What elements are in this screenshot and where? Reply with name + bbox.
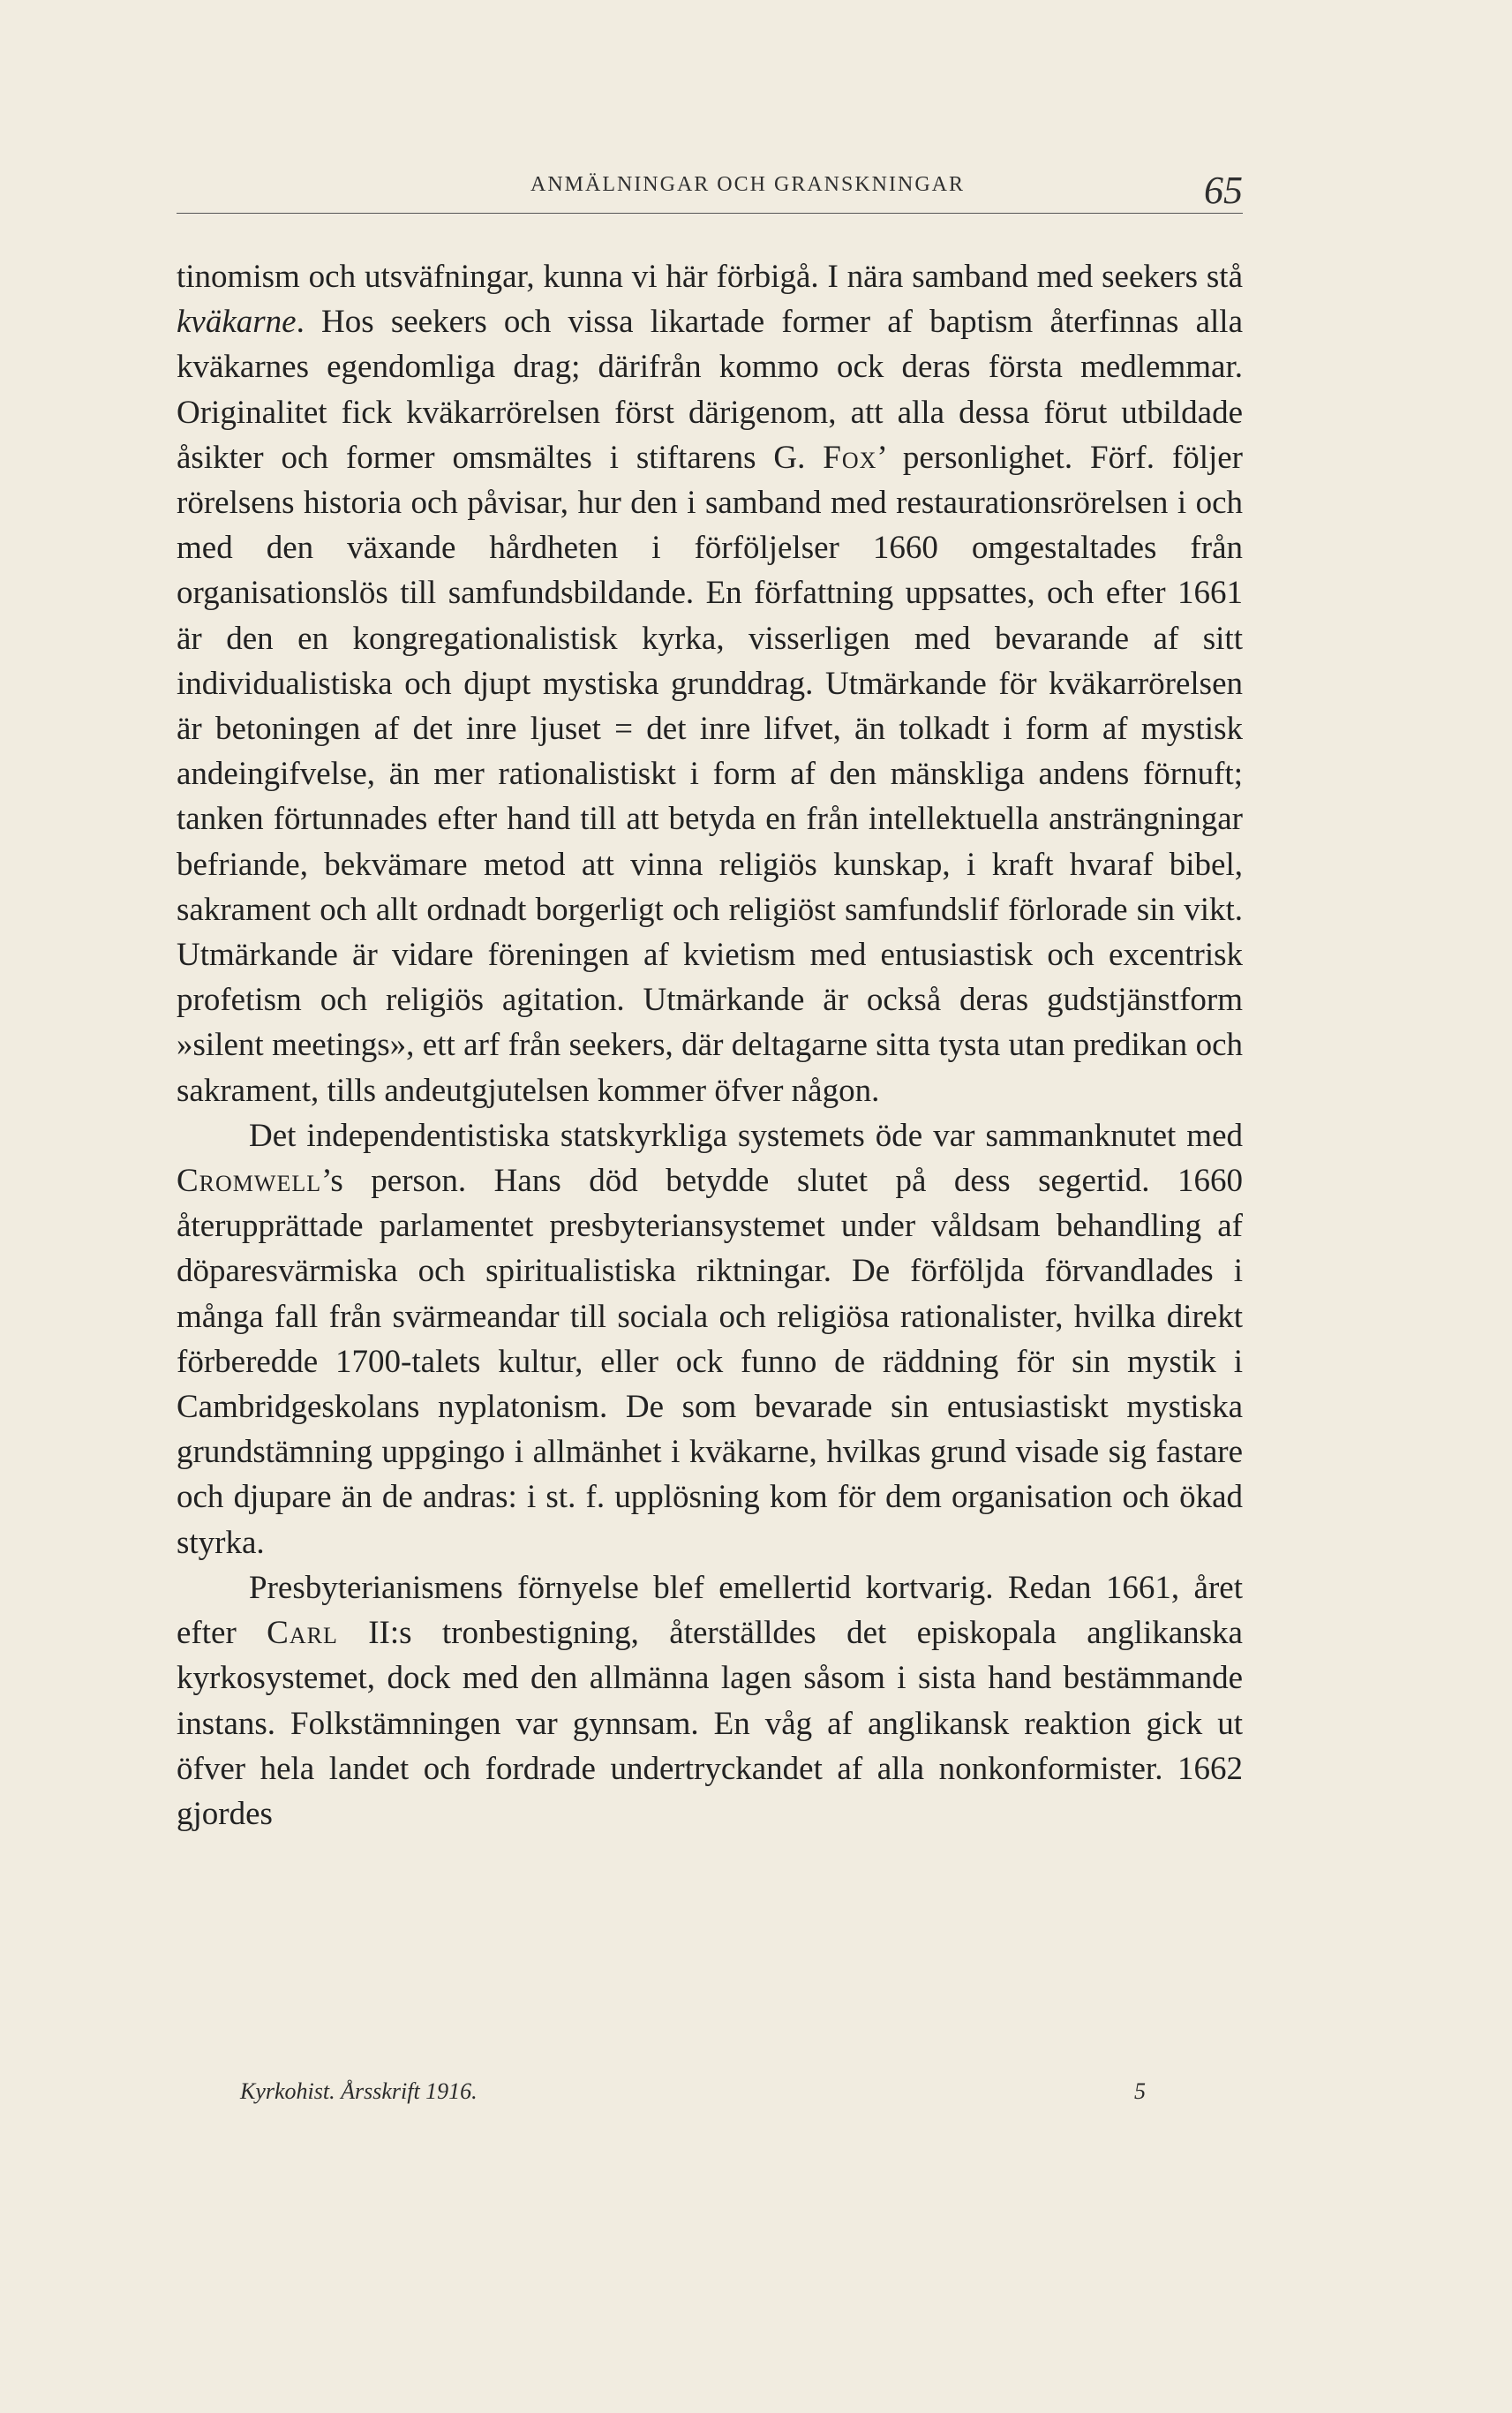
paragraph-3-text-b: II:s tronbestigning, återställdes det episkopala anglikanska kyrkosystemet, dock med den allmänna lagen såsom i sista hand bestämmande instans. Folkstämningen var gynnsam. En våg af anglikansk reaktion gick ut öfver hela landet och fordrade undertryckandet af alla nonkonformister. 1662 gjordes [177,1615,1243,1832]
paragraph-2 [177,1113,1243,1565]
name-fox: Fox [823,439,877,476]
page-header [177,169,1243,215]
page-number: 65 [1204,169,1243,212]
paragraph-1-text-c: ’ personlighet. Förf. följer rörelsens historia och påvisar, hur den i samband med restaurationsrörelsen i och med den växande hårdheten i förföljelser 1660 omgestaltades från organisationslös till samfundsbildande. En författning uppsattes, och efter 1661 är den en kongregationalistisk kyrka, visserligen med bevarande af sitt individualistiska och djupt mystiska grunddrag. Utmärkande för kväkarrörelsen är betoningen af det inre ljuset = det inre lifvet, än tolkadt i form af mystisk andeingifvelse, än mer rationalistiskt i form af den mänskliga andens förnuft; tanken förtunnades efter hand till att betyda en från intellektuella ansträngningar befriande, bekvämare metod att vinna religiös kunskap, i kraft hvaraf bibel, sakrament och allt ordnadt borgerligt och religiöst samfundslif förlorade sin vikt. Utmärkande är vidare föreningen af kvietism med entusiastisk och excentrisk profetism och religiös agitation. Utmärkande är också deras gudstjänstform »silent meetings», ett arf från seekers, där deltagarne sitta tysta utan predikan och sakrament, tills andeutgjutelsen kommer öfver någon. [177,439,1243,1109]
emphasis-kvakarne: kväkarne [177,304,297,341]
page-footer [240,2078,1218,2121]
running-head: ANMÄLNINGAR OCH GRANSKNINGAR [530,173,965,196]
paragraph-1 [177,254,1243,1113]
name-cromwell: Cromwell [177,1163,322,1200]
journal-title: Kyrkohist. Årsskrift 1916. [240,2078,478,2104]
paragraph-1-text-b: . Hos seekers och vissa likartade former af baptism återfinnas alla kväkarnes egendomliga drag; därifrån kommo ock deras första medlemmar. Originalitet fick kväkarrörelsen först därigenom, att alla dessa förut utbildade åsikter och former omsmältes i stiftarens G. [177,304,1243,476]
paragraph-3 [177,1565,1243,1836]
body-text [177,254,1243,1836]
header-rule [177,213,1243,214]
paragraph-3-text-a: Presbyterianismens förnyelse blef emellertid kortvarig. Redan 1661, året efter [177,1569,1243,1652]
paragraph-2-text-b: ’s person. Hans död betydde slutet på dess segertid. 1660 återupprättade parlamentet presbyteriansystemet under våldsam behandling af döparesvärmiska och spiritualistiska riktningar. De förföljda förvandlades i många fall från svärmeandar till sociala och religiösa rationalister, hvilka direkt förberedde 1700-talets kultur, eller ock funno de räddning för sin mystik i Cambridgeskolans nyplatonism. De som bevarade sin entusiastiskt mystiska grundstämning uppgingo i allmänhet i kväkarne, hvilkas grund visade sig fastare och djupare än de andras: i st. f. upplösning kom för dem organisation och ökad styrka. [177,1163,1243,1561]
signature-mark: 5 [1134,2078,1146,2104]
name-carl: Carl [267,1615,338,1652]
paragraph-1-text-a: tinomism och utsväfningar, kunna vi här förbigå. I nära samband med seekers stå [177,259,1243,295]
paragraph-2-text-a: Det independentistiska statskyrkliga systemets öde var sammanknutet med [249,1117,1243,1154]
